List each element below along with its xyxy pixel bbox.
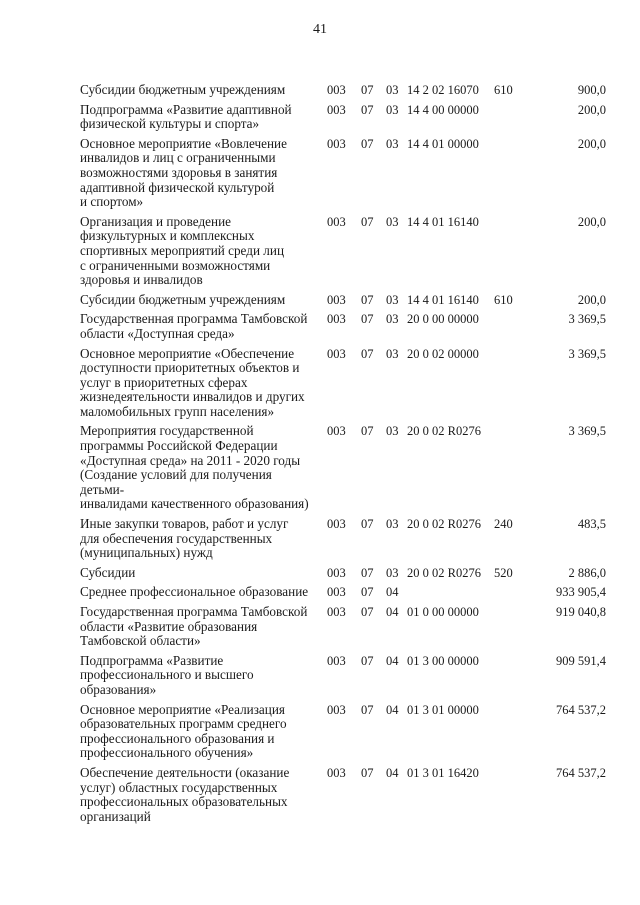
amount: 3 369,5 bbox=[568, 424, 606, 439]
subsection-code: 03 bbox=[386, 102, 399, 117]
expense-name: Обеспечение деятельности (оказание услуг) областных государственных профессиональных образовательных организаций bbox=[80, 764, 290, 824]
section-code: 07 bbox=[361, 565, 374, 580]
amount: 909 591,4 bbox=[556, 653, 606, 668]
section-code: 07 bbox=[361, 83, 374, 97]
expense-name: Основное мероприятие «Обеспечение доступности приоритетных объектов и услуг в приоритетных сферах жизнедеятельности инвалидов и других маломобильных групп населения» bbox=[80, 345, 305, 419]
target-article-code: 01 3 00 00000 bbox=[407, 653, 479, 668]
section-code: 07 bbox=[361, 765, 374, 780]
target-article-code: 20 0 02 R0276 bbox=[407, 517, 481, 532]
subsection-code: 04 bbox=[386, 702, 399, 717]
department-code: 003 bbox=[327, 702, 346, 717]
subsection-code: 03 bbox=[386, 292, 399, 307]
expense-name: Основное мероприятие «Реализация образовательных программ среднего профессионального образования и профессионального обучения» bbox=[80, 701, 287, 761]
target-article-code: 14 4 01 00000 bbox=[407, 136, 479, 151]
table-row bbox=[80, 312, 610, 341]
table-row bbox=[80, 103, 610, 132]
department-code: 003 bbox=[327, 214, 346, 229]
section-code: 07 bbox=[361, 585, 374, 600]
department-code: 003 bbox=[327, 102, 346, 117]
target-article-code: 01 3 01 00000 bbox=[407, 702, 479, 717]
expense-name: Субсидии бюджетным учреждениям bbox=[80, 291, 286, 307]
subsection-code: 04 bbox=[386, 765, 399, 780]
target-article-code: 20 0 02 R0276 bbox=[407, 565, 481, 580]
section-code: 07 bbox=[361, 653, 374, 668]
subsection-code: 03 bbox=[386, 517, 399, 532]
amount: 3 369,5 bbox=[568, 346, 606, 361]
section-code: 07 bbox=[361, 424, 374, 439]
expense-type-code: 610 bbox=[494, 83, 513, 97]
amount: 900,0 bbox=[577, 83, 606, 97]
section-code: 07 bbox=[361, 312, 374, 327]
amount: 919 040,8 bbox=[556, 605, 606, 619]
amount: 933 905,4 bbox=[556, 585, 606, 600]
target-article-code: 14 4 00 00000 bbox=[407, 102, 479, 117]
table-row bbox=[80, 347, 610, 420]
expense-name: Подпрограмма «Развитие адаптивной физической культуры и спорта» bbox=[80, 101, 292, 132]
table-row bbox=[80, 517, 610, 561]
table-row bbox=[80, 766, 610, 824]
table-row bbox=[80, 654, 610, 698]
amount: 483,5 bbox=[577, 517, 606, 532]
section-code: 07 bbox=[361, 102, 374, 117]
expense-name: Среднее профессиональное образование bbox=[80, 584, 309, 600]
department-code: 003 bbox=[327, 765, 346, 780]
department-code: 003 bbox=[327, 136, 346, 151]
subsection-code: 03 bbox=[386, 214, 399, 229]
expense-name: Организация и проведение физкультурных и комплексных спортивных мероприятий среди лиц с ограниченными возможностями здоровья и инвалидов bbox=[80, 213, 285, 288]
subsection-code: 04 bbox=[386, 585, 399, 600]
subsection-code: 04 bbox=[386, 605, 399, 619]
expense-name: Подпрограмма «Развитие профессионального и высшего образования» bbox=[80, 652, 254, 697]
table-row bbox=[80, 703, 610, 761]
budget-table bbox=[80, 83, 610, 829]
target-article-code: 01 0 00 00000 bbox=[407, 605, 479, 619]
expense-name: Государственная программа Тамбовской области «Развитие образования Тамбовской области» bbox=[80, 604, 308, 649]
amount: 200,0 bbox=[577, 214, 606, 229]
target-article-code: 14 4 01 16140 bbox=[407, 292, 479, 307]
target-article-code: 20 0 00 00000 bbox=[407, 312, 479, 327]
subsection-code: 03 bbox=[386, 424, 399, 439]
amount: 3 369,5 bbox=[568, 312, 606, 327]
table-row bbox=[80, 566, 610, 581]
target-article-code: 20 0 02 R0276 bbox=[407, 424, 481, 439]
subsection-code: 03 bbox=[386, 136, 399, 151]
expense-name: Основное мероприятие «Вовлечение инвалидов и лиц с ограниченными возможностями здоровья в занятия адаптивной физической культурой и спортом» bbox=[80, 135, 287, 210]
section-code: 07 bbox=[361, 292, 374, 307]
target-article-code: 14 4 01 16140 bbox=[407, 214, 479, 229]
department-code: 003 bbox=[327, 292, 346, 307]
table-row bbox=[80, 137, 610, 210]
subsection-code: 03 bbox=[386, 83, 399, 97]
amount: 764 537,2 bbox=[556, 765, 606, 780]
subsection-code: 03 bbox=[386, 565, 399, 580]
department-code: 003 bbox=[327, 565, 346, 580]
amount: 200,0 bbox=[577, 292, 606, 307]
page-number: 41 bbox=[313, 22, 327, 37]
target-article-code: 14 2 02 16070 bbox=[407, 83, 479, 97]
target-article-code: 20 0 02 00000 bbox=[407, 346, 479, 361]
department-code: 003 bbox=[327, 585, 346, 600]
department-code: 003 bbox=[327, 517, 346, 532]
department-code: 003 bbox=[327, 312, 346, 327]
subsection-code: 03 bbox=[386, 346, 399, 361]
expense-name: Иные закупки товаров, работ и услуг для обеспечения государственных (муниципальных) нужд bbox=[80, 516, 289, 561]
department-code: 003 bbox=[327, 83, 346, 97]
department-code: 003 bbox=[327, 653, 346, 668]
department-code: 003 bbox=[327, 346, 346, 361]
table-row bbox=[80, 605, 610, 649]
expense-name: Субсидии bbox=[80, 564, 136, 580]
expense-type-code: 240 bbox=[494, 517, 513, 532]
expense-type-code: 520 bbox=[494, 565, 513, 580]
amount: 2 886,0 bbox=[568, 565, 606, 580]
amount: 764 537,2 bbox=[556, 702, 606, 717]
expense-name: Государственная программа Тамбовской области «Доступная среда» bbox=[80, 311, 308, 341]
table-row bbox=[80, 215, 610, 288]
department-code: 003 bbox=[327, 605, 346, 619]
subsection-code: 03 bbox=[386, 312, 399, 327]
subsection-code: 04 bbox=[386, 653, 399, 668]
section-code: 07 bbox=[361, 346, 374, 361]
section-code: 07 bbox=[361, 702, 374, 717]
target-article-code: 01 3 01 16420 bbox=[407, 765, 479, 780]
table-row bbox=[80, 83, 610, 98]
expense-name: Субсидии бюджетным учреждениям bbox=[80, 82, 286, 97]
department-code: 003 bbox=[327, 424, 346, 439]
table-row bbox=[80, 585, 610, 600]
amount: 200,0 bbox=[577, 136, 606, 151]
section-code: 07 bbox=[361, 136, 374, 151]
amount: 200,0 bbox=[577, 102, 606, 117]
expense-name: Мероприятия государственной программы Российской Федерации «Доступная среда» на 2011 - 2020 годы (Создание условий для получения детьми- инвалидами качественного образования) bbox=[80, 423, 309, 512]
expense-type-code: 610 bbox=[494, 292, 513, 307]
section-code: 07 bbox=[361, 214, 374, 229]
table-row bbox=[80, 293, 610, 308]
table-row bbox=[80, 424, 610, 512]
section-code: 07 bbox=[361, 517, 374, 532]
section-code: 07 bbox=[361, 605, 374, 619]
